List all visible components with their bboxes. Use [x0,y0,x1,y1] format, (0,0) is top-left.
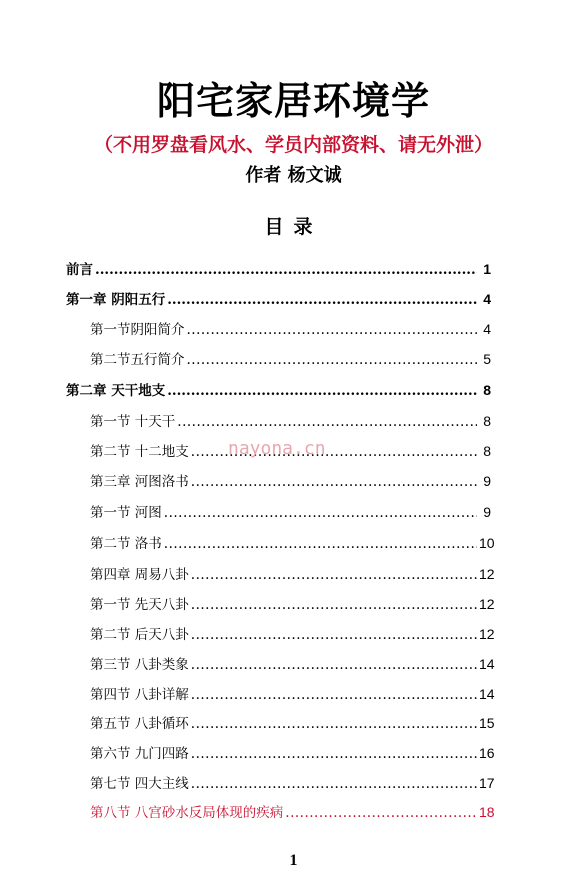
toc-entry-page: 8 [483,382,491,398]
toc-leader-dots [164,505,477,521]
toc-entry-label: 第八节 八宫砂水反局体现的疾病 [90,805,284,821]
toc-entry-label: 前言 [66,262,93,278]
toc-entry-label: 第五节 八卦循环 [90,716,189,732]
toc-entry-label: 第四节 八卦详解 [90,687,189,703]
toc-entry-label: 第二节 十二地支 [90,444,189,460]
toc-entry-page: 18 [479,804,495,820]
toc-leader-dots [164,536,477,552]
toc-leader-dots [191,627,477,643]
toc-leader-dots [167,383,477,399]
toc-entry-page: 5 [483,351,491,367]
toc-entry-page: 9 [483,504,491,520]
toc-entry-label: 第二节 洛书 [90,536,162,552]
toc-entry-label: 第三节 八卦类象 [90,657,189,673]
toc-entry[interactable] [90,318,491,338]
toc-leader-dots [285,805,477,821]
toc-entry-page: 16 [479,745,495,761]
toc-leader-dots [191,657,477,673]
toc-entry[interactable] [90,348,491,368]
toc-leader-dots [191,776,477,792]
toc-entry[interactable] [90,593,495,613]
toc-entry[interactable] [90,470,491,490]
toc-leader-dots [177,414,477,430]
toc-leader-dots [191,687,477,703]
toc-entry-label: 第一节阴阳简介 [90,322,185,338]
toc-leader-dots [191,746,477,762]
toc-leader-dots [167,292,477,308]
toc-entry-page: 4 [483,291,491,307]
toc-entry[interactable] [66,379,491,399]
toc-entry-label: 第三章 河图洛书 [90,474,189,490]
toc-heading: 目录 [264,216,323,238]
toc-entry-label: 第一节 河图 [90,505,162,521]
toc-entry[interactable] [90,501,491,521]
toc-leader-dots [187,352,478,368]
toc-entry-page: 15 [479,715,495,731]
toc-entry[interactable] [66,258,491,278]
document-title: 阳宅家居环境学 [156,78,430,123]
toc-leader-dots [191,474,477,490]
toc-entry[interactable] [90,712,495,732]
toc-leader-dots [191,567,477,583]
toc-entry[interactable] [90,683,495,703]
toc-entry-label: 第二节 后天八卦 [90,627,189,643]
toc-entry[interactable] [90,623,495,643]
toc-entry[interactable] [90,532,495,552]
toc-entry[interactable] [90,772,495,792]
page-number: 1 [289,852,298,869]
toc-entry-label: 第六节 九门四路 [90,746,189,762]
document-subtitle: （不用罗盘看风水、学员内部资料、请无外泄） [93,134,493,156]
toc-entry-page: 4 [483,321,491,337]
toc-entry[interactable] [90,563,495,583]
toc-entry-label: 第二节五行简介 [90,352,185,368]
toc-entry[interactable] [90,653,495,673]
toc-entry-page: 8 [483,443,491,459]
toc-entry[interactable] [90,801,495,821]
toc-entry-page: 8 [483,413,491,429]
toc-entry[interactable] [90,410,491,430]
toc-leader-dots [95,262,477,278]
toc-entry-page: 12 [479,596,495,612]
toc-leader-dots [187,322,478,338]
toc-leader-dots [191,597,477,613]
toc-entry[interactable] [66,288,491,308]
toc-entry-label: 第四章 周易八卦 [90,567,189,583]
toc-leader-dots [191,716,477,732]
toc-entry-page: 10 [479,535,495,551]
toc-entry-page: 14 [479,686,495,702]
toc-entry-page: 9 [483,473,491,489]
toc-entry-page: 12 [479,566,495,582]
toc-entry-page: 12 [479,626,495,642]
toc-entry-label: 第一节 先天八卦 [90,597,189,613]
toc-entry-label: 第七节 四大主线 [90,776,189,792]
toc-entry-page: 1 [483,261,491,277]
toc-entry-page: 17 [479,775,495,791]
watermark: nayona.cn [228,438,326,459]
document-author: 作者 杨文诚 [245,165,342,186]
toc-entry-label: 第一章 阴阳五行 [66,292,166,308]
toc-entry-page: 14 [479,656,495,672]
toc-entry-label: 第一节 十天干 [90,414,176,430]
toc-entry[interactable] [90,742,495,762]
toc-entry-label: 第二章 天干地支 [66,383,166,399]
